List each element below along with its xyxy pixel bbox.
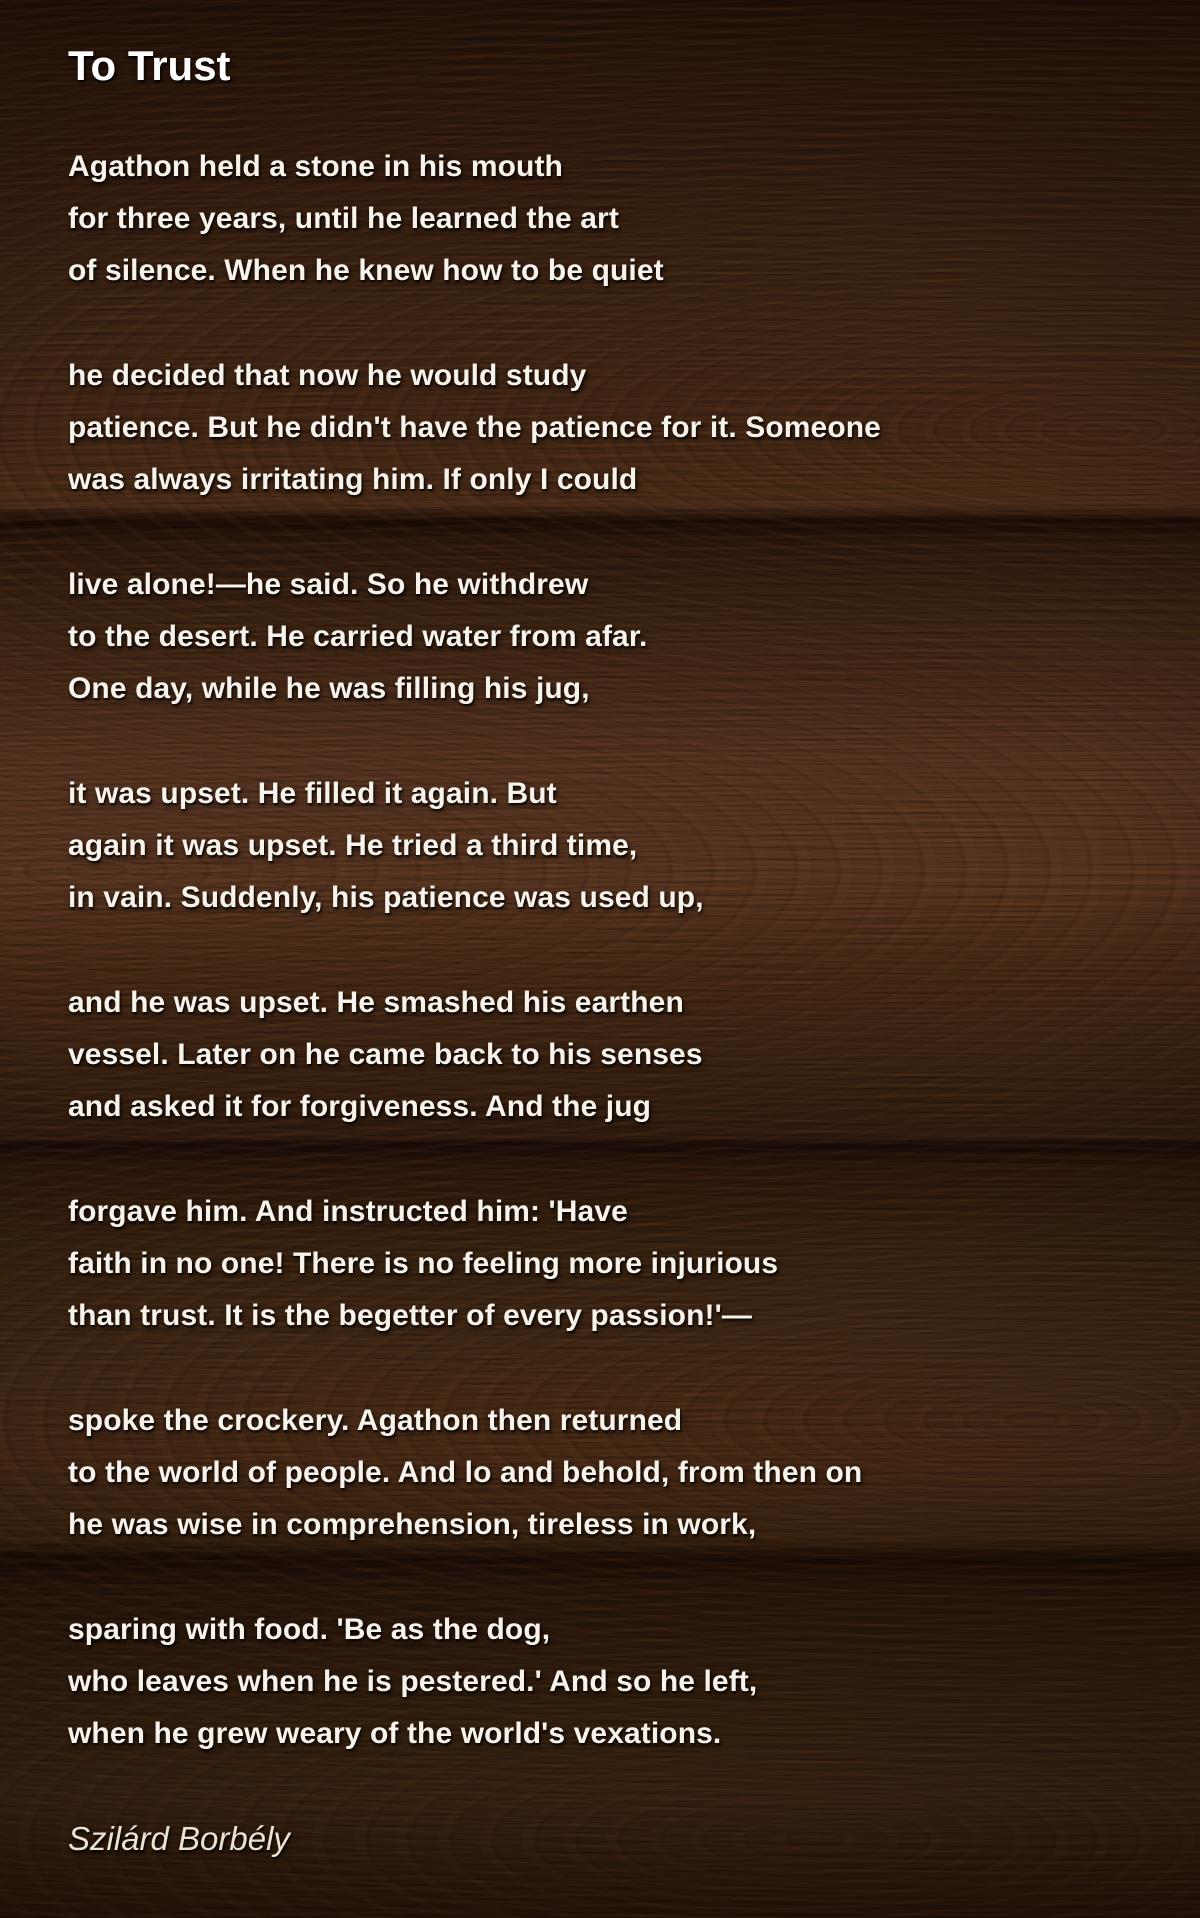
poem-line: patience. But he didn't have the patience for it. Someone (68, 411, 881, 444)
poem-line: vessel. Later on he came back to his senses (68, 1038, 703, 1071)
poem-line: Agathon held a stone in his mouth (68, 150, 563, 183)
poem-line: and he was upset. He smashed his earthen (68, 986, 684, 1019)
poem-line: live alone!—he said. So he withdrew (68, 568, 589, 601)
poem-line: and asked it for forgiveness. And the jug (68, 1090, 652, 1123)
stanza-1 (68, 141, 1160, 297)
stanza-5 (68, 977, 1160, 1133)
poem-line: sparing with food. 'Be as the dog, (68, 1613, 551, 1646)
stanza-3 (68, 559, 1160, 715)
poem-line: in vain. Suddenly, his patience was used up, (68, 881, 704, 914)
poem-line: of silence. When he knew how to be quiet (68, 254, 664, 287)
stanza-4 (68, 768, 1160, 924)
poem-line: than trust. It is the begetter of every passion!'— (68, 1299, 752, 1332)
poem-line: to the world of people. And lo and behold, from then on (68, 1456, 863, 1489)
stanza-2 (68, 350, 1160, 506)
poem-line: it was upset. He filled it again. But (68, 777, 557, 810)
poem-line: One day, while he was filling his jug, (68, 672, 590, 705)
poem-line: he decided that now he would study (68, 359, 587, 392)
poem-title: To Trust (68, 42, 231, 89)
stanza-7 (68, 1395, 1160, 1551)
poem-line: again it was upset. He tried a third time, (68, 829, 638, 862)
poem-line: for three years, until he learned the art (68, 202, 619, 235)
poem-line: who leaves when he is pestered.' And so he left, (68, 1665, 758, 1698)
author-signature: Szilárd Borbély (68, 1820, 290, 1857)
poem-line: was always irritating him. If only I could (68, 463, 638, 496)
stanza-6 (68, 1186, 1160, 1342)
poem-line: to the desert. He carried water from afar. (68, 620, 648, 653)
poem-body (68, 141, 1160, 1760)
poem-line: forgave him. And instructed him: 'Have (68, 1195, 628, 1228)
poem-line: faith in no one! There is no feeling more injurious (68, 1247, 779, 1280)
poem-line: when he grew weary of the world's vexations. (68, 1717, 722, 1750)
poem-line: he was wise in comprehension, tireless in work, (68, 1508, 757, 1541)
stanza-8 (68, 1604, 1160, 1760)
poem-line: spoke the crockery. Agathon then returned (68, 1404, 683, 1437)
